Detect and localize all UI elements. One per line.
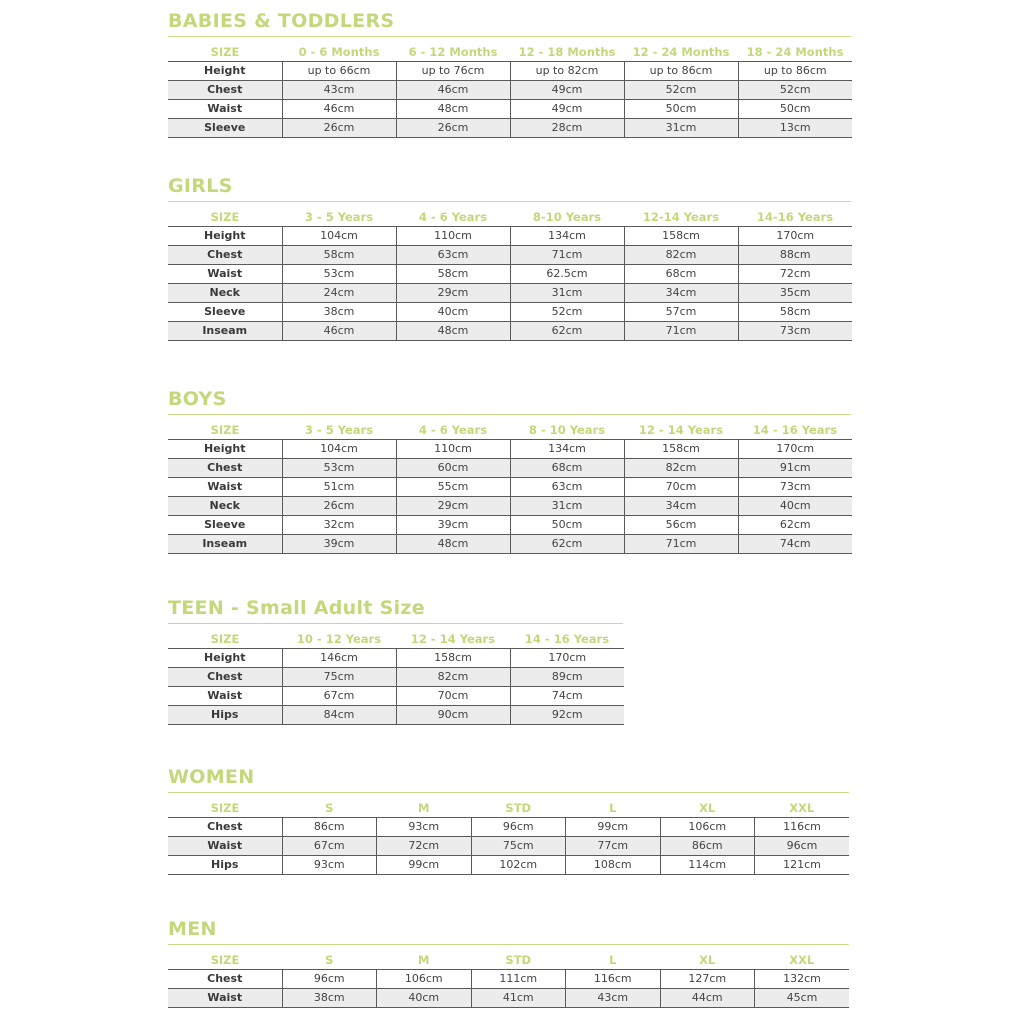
measurement-value: 82cm	[396, 668, 510, 687]
measurement-value: 68cm	[510, 459, 624, 478]
measurement-value: 58cm	[282, 246, 396, 265]
size-column-header: L	[566, 951, 661, 970]
measurement-value: 106cm	[660, 818, 755, 837]
measurement-value: 158cm	[624, 440, 738, 459]
size-column-header: 12 - 14 Years	[396, 630, 510, 649]
measurement-value: 34cm	[624, 497, 738, 516]
size-header: SIZE	[168, 43, 282, 62]
size-column-header: STD	[471, 799, 566, 818]
measurement-value: 170cm	[738, 440, 852, 459]
measurement-value: 52cm	[738, 81, 852, 100]
measurement-value: 39cm	[396, 516, 510, 535]
measurement-value: 146cm	[282, 649, 396, 668]
table-row	[168, 284, 852, 303]
measurement-label: Height	[168, 440, 282, 459]
measurement-label: Chest	[168, 459, 282, 478]
size-column-header: 10 - 12 Years	[282, 630, 396, 649]
table-row	[168, 62, 852, 81]
size-table	[168, 799, 849, 875]
size-column-header: 12 - 18 Months	[510, 43, 624, 62]
measurement-value: 75cm	[282, 668, 396, 687]
table-row	[168, 970, 849, 989]
measurement-label: Neck	[168, 284, 282, 303]
table-row	[168, 81, 852, 100]
measurement-value: 116cm	[755, 818, 850, 837]
measurement-value: 89cm	[510, 668, 624, 687]
size-column-header: M	[377, 799, 472, 818]
measurement-label: Chest	[168, 970, 282, 989]
section-title-rule	[168, 944, 849, 945]
measurement-label: Height	[168, 227, 282, 246]
measurement-label: Sleeve	[168, 303, 282, 322]
size-header: SIZE	[168, 951, 282, 970]
measurement-value: up to 82cm	[510, 62, 624, 81]
measurement-value: 31cm	[510, 497, 624, 516]
measurement-value: 116cm	[566, 970, 661, 989]
measurement-value: 106cm	[377, 970, 472, 989]
size-table	[168, 951, 849, 1008]
measurement-value: 71cm	[510, 246, 624, 265]
measurement-value: 74cm	[738, 535, 852, 554]
size-column-header: 3 - 5 Years	[282, 208, 396, 227]
measurement-label: Neck	[168, 497, 282, 516]
measurement-value: 38cm	[282, 989, 377, 1008]
measurement-value: 77cm	[566, 837, 661, 856]
section-title: BABIES & TODDLERS	[168, 10, 395, 32]
measurement-value: 43cm	[566, 989, 661, 1008]
measurement-label: Inseam	[168, 535, 282, 554]
table-row	[168, 649, 624, 668]
measurement-value: 71cm	[624, 535, 738, 554]
table-row	[168, 856, 849, 875]
header-row	[168, 208, 852, 227]
measurement-value: 63cm	[396, 246, 510, 265]
size-column-header: 4 - 6 Years	[396, 421, 510, 440]
measurement-value: 75cm	[471, 837, 566, 856]
section-title: GIRLS	[168, 175, 233, 197]
measurement-value: 35cm	[738, 284, 852, 303]
size-column-header: S	[282, 799, 377, 818]
measurement-value: 58cm	[396, 265, 510, 284]
measurement-label: Waist	[168, 837, 282, 856]
table-row	[168, 497, 852, 516]
measurement-value: 53cm	[282, 459, 396, 478]
table-row	[168, 535, 852, 554]
size-column-header: STD	[471, 951, 566, 970]
measurement-value: 170cm	[738, 227, 852, 246]
table-row	[168, 227, 852, 246]
measurement-value: 84cm	[282, 706, 396, 725]
measurement-value: 134cm	[510, 440, 624, 459]
table-row	[168, 516, 852, 535]
measurement-value: 72cm	[377, 837, 472, 856]
measurement-value: 29cm	[396, 497, 510, 516]
measurement-value: 67cm	[282, 837, 377, 856]
measurement-value: 96cm	[471, 818, 566, 837]
measurement-value: 91cm	[738, 459, 852, 478]
measurement-label: Hips	[168, 706, 282, 725]
measurement-label: Waist	[168, 265, 282, 284]
measurement-value: 158cm	[624, 227, 738, 246]
measurement-label: Sleeve	[168, 119, 282, 138]
table-row	[168, 668, 624, 687]
measurement-value: 50cm	[738, 100, 852, 119]
measurement-value: 96cm	[282, 970, 377, 989]
measurement-value: 110cm	[396, 227, 510, 246]
measurement-value: 49cm	[510, 100, 624, 119]
measurement-value: 170cm	[510, 649, 624, 668]
measurement-label: Height	[168, 62, 282, 81]
table-row	[168, 440, 852, 459]
measurement-value: 45cm	[755, 989, 850, 1008]
measurement-value: 39cm	[282, 535, 396, 554]
measurement-value: 46cm	[282, 100, 396, 119]
measurement-value: 31cm	[624, 119, 738, 138]
measurement-value: 46cm	[282, 322, 396, 341]
measurement-value: 99cm	[377, 856, 472, 875]
size-column-header: XL	[660, 799, 755, 818]
measurement-value: 134cm	[510, 227, 624, 246]
measurement-value: 60cm	[396, 459, 510, 478]
measurement-value: 26cm	[282, 497, 396, 516]
size-table	[168, 43, 852, 138]
size-column-header: 18 - 24 Months	[738, 43, 852, 62]
measurement-value: 62cm	[510, 535, 624, 554]
size-column-header: XL	[660, 951, 755, 970]
measurement-value: 71cm	[624, 322, 738, 341]
measurement-value: 50cm	[624, 100, 738, 119]
measurement-value: up to 76cm	[396, 62, 510, 81]
measurement-value: 86cm	[660, 837, 755, 856]
table-row	[168, 818, 849, 837]
measurement-value: 32cm	[282, 516, 396, 535]
measurement-label: Chest	[168, 81, 282, 100]
size-column-header: 8-10 Years	[510, 208, 624, 227]
size-header: SIZE	[168, 421, 282, 440]
measurement-value: 127cm	[660, 970, 755, 989]
table-row	[168, 459, 852, 478]
measurement-value: up to 86cm	[624, 62, 738, 81]
size-column-header: 14-16 Years	[738, 208, 852, 227]
section-title: WOMEN	[168, 766, 255, 788]
measurement-value: 49cm	[510, 81, 624, 100]
table-row	[168, 100, 852, 119]
measurement-label: Height	[168, 649, 282, 668]
measurement-value: 88cm	[738, 246, 852, 265]
size-column-header: 4 - 6 Years	[396, 208, 510, 227]
measurement-value: up to 66cm	[282, 62, 396, 81]
measurement-label: Waist	[168, 989, 282, 1008]
size-table	[168, 208, 852, 341]
size-column-header: S	[282, 951, 377, 970]
section-title-rule	[168, 414, 851, 415]
size-column-header: XXL	[755, 951, 850, 970]
size-header: SIZE	[168, 630, 282, 649]
section-title-rule	[168, 36, 851, 37]
measurement-value: 55cm	[396, 478, 510, 497]
measurement-value: 51cm	[282, 478, 396, 497]
measurement-value: 38cm	[282, 303, 396, 322]
measurement-value: 26cm	[282, 119, 396, 138]
measurement-value: 73cm	[738, 478, 852, 497]
size-header: SIZE	[168, 799, 282, 818]
measurement-value: 108cm	[566, 856, 661, 875]
measurement-value: 43cm	[282, 81, 396, 100]
section-title-rule	[168, 201, 851, 202]
measurement-value: 70cm	[396, 687, 510, 706]
measurement-value: 72cm	[738, 265, 852, 284]
measurement-value: 74cm	[510, 687, 624, 706]
measurement-value: 93cm	[377, 818, 472, 837]
measurement-value: 114cm	[660, 856, 755, 875]
measurement-value: 63cm	[510, 478, 624, 497]
measurement-label: Chest	[168, 668, 282, 687]
measurement-value: 62.5cm	[510, 265, 624, 284]
table-row	[168, 246, 852, 265]
measurement-value: 50cm	[510, 516, 624, 535]
measurement-value: 40cm	[396, 303, 510, 322]
measurement-label: Inseam	[168, 322, 282, 341]
section-title-rule	[168, 623, 623, 624]
measurement-value: 62cm	[738, 516, 852, 535]
measurement-value: 68cm	[624, 265, 738, 284]
measurement-value: 110cm	[396, 440, 510, 459]
table-row	[168, 989, 849, 1008]
size-column-header: 12 - 24 Months	[624, 43, 738, 62]
measurement-value: 70cm	[624, 478, 738, 497]
measurement-value: 82cm	[624, 246, 738, 265]
header-row	[168, 951, 849, 970]
measurement-label: Sleeve	[168, 516, 282, 535]
measurement-value: 28cm	[510, 119, 624, 138]
measurement-value: 24cm	[282, 284, 396, 303]
size-column-header: M	[377, 951, 472, 970]
size-column-header: 12 - 14 Years	[624, 421, 738, 440]
size-column-header: 12-14 Years	[624, 208, 738, 227]
measurement-value: 26cm	[396, 119, 510, 138]
size-table	[168, 630, 624, 725]
size-column-header: 3 - 5 Years	[282, 421, 396, 440]
section-title: TEEN - Small Adult Size	[168, 597, 425, 619]
measurement-value: 158cm	[396, 649, 510, 668]
measurement-value: 92cm	[510, 706, 624, 725]
measurement-value: 86cm	[282, 818, 377, 837]
measurement-value: 53cm	[282, 265, 396, 284]
measurement-value: 62cm	[510, 322, 624, 341]
measurement-value: 73cm	[738, 322, 852, 341]
size-column-header: 14 - 16 Years	[738, 421, 852, 440]
size-column-header: 6 - 12 Months	[396, 43, 510, 62]
measurement-label: Waist	[168, 100, 282, 119]
table-row	[168, 119, 852, 138]
table-row	[168, 322, 852, 341]
measurement-value: 132cm	[755, 970, 850, 989]
measurement-label: Waist	[168, 478, 282, 497]
measurement-value: 102cm	[471, 856, 566, 875]
measurement-label: Hips	[168, 856, 282, 875]
measurement-value: 121cm	[755, 856, 850, 875]
size-column-header: 8 - 10 Years	[510, 421, 624, 440]
measurement-label: Waist	[168, 687, 282, 706]
size-column-header: 0 - 6 Months	[282, 43, 396, 62]
header-row	[168, 43, 852, 62]
measurement-value: 46cm	[396, 81, 510, 100]
measurement-value: 29cm	[396, 284, 510, 303]
size-table	[168, 421, 852, 554]
header-row	[168, 421, 852, 440]
measurement-value: 104cm	[282, 440, 396, 459]
measurement-value: 34cm	[624, 284, 738, 303]
size-header: SIZE	[168, 208, 282, 227]
measurement-value: 82cm	[624, 459, 738, 478]
measurement-value: 93cm	[282, 856, 377, 875]
section-title: BOYS	[168, 388, 227, 410]
table-row	[168, 303, 852, 322]
header-row	[168, 799, 849, 818]
measurement-value: 40cm	[377, 989, 472, 1008]
measurement-value: 111cm	[471, 970, 566, 989]
measurement-value: 104cm	[282, 227, 396, 246]
table-row	[168, 706, 624, 725]
measurement-value: 13cm	[738, 119, 852, 138]
table-row	[168, 837, 849, 856]
measurement-value: 48cm	[396, 100, 510, 119]
header-row	[168, 630, 624, 649]
measurement-label: Chest	[168, 818, 282, 837]
measurement-value: 58cm	[738, 303, 852, 322]
measurement-value: 48cm	[396, 535, 510, 554]
size-column-header: XXL	[755, 799, 850, 818]
measurement-value: 48cm	[396, 322, 510, 341]
size-column-header: 14 - 16 Years	[510, 630, 624, 649]
size-column-header: L	[566, 799, 661, 818]
measurement-value: 40cm	[738, 497, 852, 516]
section-title: MEN	[168, 918, 217, 940]
measurement-value: 44cm	[660, 989, 755, 1008]
measurement-value: 52cm	[510, 303, 624, 322]
measurement-value: 41cm	[471, 989, 566, 1008]
table-row	[168, 478, 852, 497]
section-title-rule	[168, 792, 849, 793]
measurement-value: 31cm	[510, 284, 624, 303]
measurement-value: 57cm	[624, 303, 738, 322]
measurement-value: 56cm	[624, 516, 738, 535]
measurement-value: 90cm	[396, 706, 510, 725]
table-row	[168, 687, 624, 706]
table-row	[168, 265, 852, 284]
measurement-value: 99cm	[566, 818, 661, 837]
measurement-value: 96cm	[755, 837, 850, 856]
measurement-value: 67cm	[282, 687, 396, 706]
measurement-value: up to 86cm	[738, 62, 852, 81]
measurement-value: 52cm	[624, 81, 738, 100]
measurement-label: Chest	[168, 246, 282, 265]
